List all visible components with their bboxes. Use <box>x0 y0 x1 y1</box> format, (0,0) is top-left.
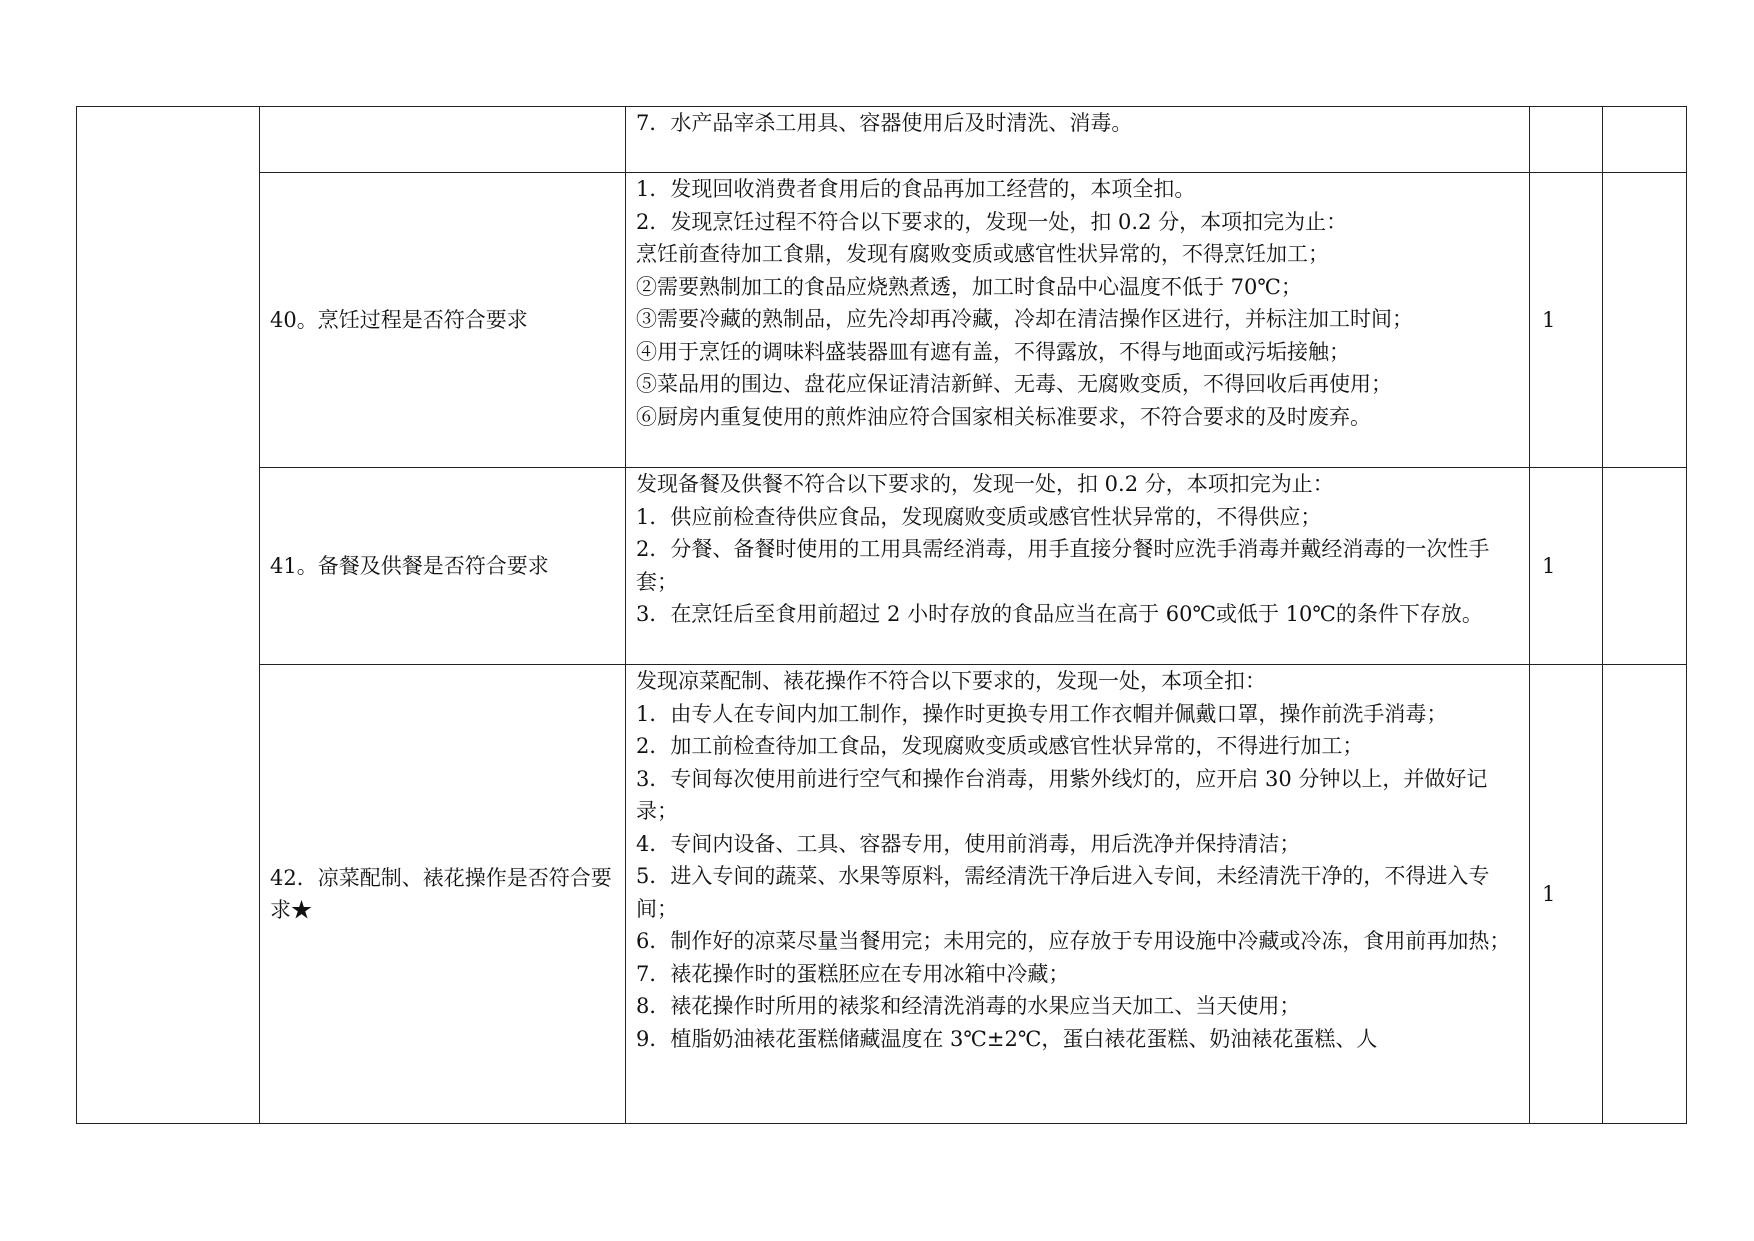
score-cell: 1 <box>1530 665 1603 1124</box>
content-line: 发现备餐及供餐不符合以下要求的，发现一处，扣 0.2 分，本项扣完为止： <box>636 472 1334 496</box>
content-line: 烹饪前查待加工食鼎，发现有腐败变质或感官性状异常的，不得烹饪加工； <box>636 242 1329 266</box>
content-line: ④用于烹饪的调味料盛装器皿有遮有盖，不得露放，不得与地面或污垢接触； <box>636 339 1350 364</box>
score-cell <box>1530 107 1603 173</box>
score-cell: 1 <box>1530 173 1603 468</box>
result-cell <box>1603 107 1687 173</box>
table-row <box>77 665 1687 1124</box>
content-clip <box>636 665 1521 1123</box>
content-line: 4．专间内设备、工具、容器专用，使用前消毒，用后洗净并保持清洁； <box>636 831 1301 856</box>
result-cell <box>1603 173 1687 468</box>
result-cell <box>1603 468 1687 665</box>
content-cell <box>626 173 1530 468</box>
content-cell <box>626 468 1530 665</box>
content-line: 1．供应前检查待供应食品，发现腐败变质或感官性状异常的，不得供应； <box>636 504 1322 529</box>
content-line: 7．裱花操作时的蛋糕胚应在专用冰箱中冷藏； <box>636 961 1070 986</box>
content-line: 7．水产品宰杀工用具、容器使用后及时清洗、消毒。 <box>636 111 1133 135</box>
inspection-table <box>76 106 1687 1124</box>
content-line: ③需要冷藏的熟制品，应先冷却再冷藏，冷却在清洁操作区进行，并标注加工时间； <box>636 307 1413 331</box>
content-line: 1．发现回收消费者食用后的食品再加工经营的，本项全扣。 <box>636 177 1196 201</box>
content-line: 6．制作好的凉菜尽量当餐用完；未用完的，应存放于专用设施中冷藏或冷冻，食用前再加热； <box>636 929 1511 953</box>
content-line: 8．裱花操作时所用的裱浆和经清洗消毒的水果应当天加工、当天使用； <box>636 994 1301 1018</box>
score-cell: 1 <box>1530 468 1603 665</box>
content-cell <box>626 107 1530 173</box>
content-line: 2．分餐、备餐时使用的工用具需经消毒，用手直接分餐时应洗手消毒并戴经消毒的一次性手套； <box>636 537 1490 594</box>
content-line: ⑥厨房内重复使用的煎炸油应符合国家相关标准要求，不符合要求的及时废弃。 <box>636 404 1371 429</box>
item-cell: 40。烹饪过程是否符合要求 <box>260 173 626 468</box>
content-line: 发现凉菜配制、裱花操作不符合以下要求的，发现一处，本项全扣： <box>636 669 1266 693</box>
content-line: 3．在烹饪后至食用前超过 2 小时存放的食品应当在高于 60℃或低于 10℃的条件下存放。 <box>636 602 1483 626</box>
item-cell: 42．凉菜配制、裱花操作是否符合要求★ <box>260 665 626 1124</box>
result-cell <box>1603 665 1687 1124</box>
category-cell <box>77 107 260 1124</box>
content-line: 1．由专人在专间内加工制作，操作时更换专用工作衣帽并佩戴口罩，操作前洗手消毒； <box>636 701 1448 726</box>
table-row <box>77 107 1687 173</box>
table-row <box>77 468 1687 665</box>
content-line: 9．植脂奶油裱花蛋糕储藏温度在 3℃±2℃，蛋白裱花蛋糕、奶油裱花蛋糕、人 <box>636 1026 1378 1051</box>
item-cell: 41。备餐及供餐是否符合要求 <box>260 468 626 665</box>
content-line: 5．进入专间的蔬菜、水果等原料，需经清洗干净后进入专间，未经清洗干净的，不得进入专间； <box>636 864 1490 921</box>
content-line: ②需要熟制加工的食品应烧熟煮透，加工时食品中心温度不低于 70℃； <box>636 274 1302 299</box>
content-cell <box>626 665 1530 1124</box>
content-line: ⑤菜品用的围边、盘花应保证清洁新鲜、无毒、无腐败变质，不得回收后再使用； <box>636 372 1392 396</box>
content-line: 2．发现烹饪过程不符合以下要求的，发现一处，扣 0.2 分，本项扣完为止： <box>636 209 1348 234</box>
content-line: 3．专间每次使用前进行空气和操作台消毒，用紫外线灯的，应开启 30 分钟以上，并做好记录； <box>636 766 1488 823</box>
content-line: 2．加工前检查待加工食品，发现腐败变质或感官性状异常的，不得进行加工； <box>636 734 1364 758</box>
table-row <box>77 173 1687 468</box>
item-cell <box>260 107 626 173</box>
